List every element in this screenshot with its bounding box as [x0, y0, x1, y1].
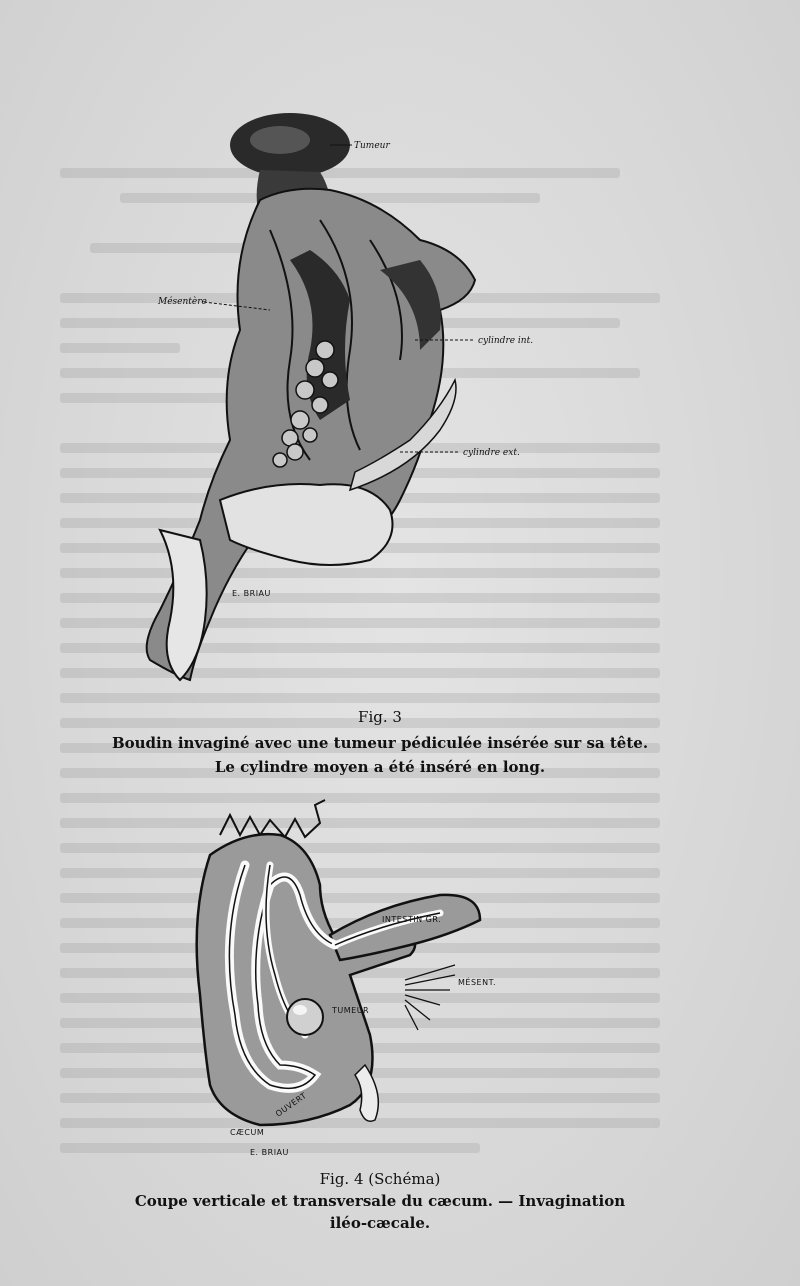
label-cylindre-int: cylindre int. — [478, 336, 534, 346]
label-intestin: INTESTIN GR. — [382, 915, 442, 924]
label-caecum: CÆCUM — [230, 1128, 265, 1137]
figure-3-caption-line-1: Boudin invaginé avec une tumeur pédiculée insérée sur sa tête. — [111, 734, 649, 752]
figure-4-title: Fig. 4 (Schéma) — [319, 1170, 441, 1188]
figure-4-schema — [150, 795, 640, 1165]
mesentery-fan — [405, 965, 455, 1030]
figure-4-caption-line-2: iléo-cæcale. — [329, 1214, 431, 1232]
figure-3-title: Fig. 3 — [358, 708, 402, 726]
label-tumeur: Tumeur — [354, 141, 390, 151]
artist-signature-fig3: E. BRIAU — [232, 589, 271, 598]
label-cylindre-ext: cylindre ext. — [463, 448, 520, 458]
label-ouvert: OUVERT — [273, 1090, 309, 1119]
figure-4-caption-line-1: Coupe verticale et transversale du cæcum. — Invagination — [134, 1192, 626, 1210]
label-mesent: MÉSENT. — [458, 978, 497, 987]
label-tumeur-schema: TUMEUR — [332, 1006, 370, 1015]
artist-signature-fig4: E. BRIAU — [250, 1148, 289, 1157]
tumour-schema — [287, 999, 323, 1035]
figure-3-illustration — [120, 100, 560, 700]
label-mesentere: Mésentère — [158, 297, 207, 307]
figure-3-caption-line-2: Le cylindre moyen a été inséré en long. — [214, 758, 546, 776]
